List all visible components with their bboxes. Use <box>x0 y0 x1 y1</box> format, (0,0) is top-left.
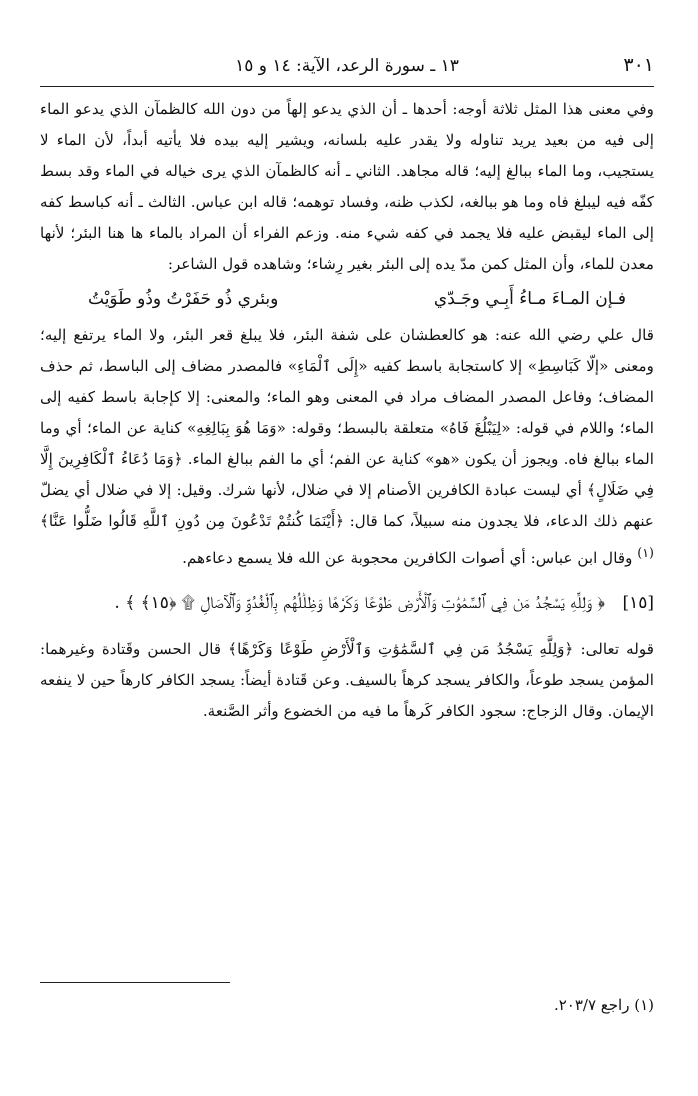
commentary-paragraph: وفي معنى هذا المثل ثلاثة أوجه: أحدها ـ أن الذي يدعو إلهاً من دون الله كالظمآن الذي يدعو الماء إلى فيه من بعيد يريد تناوله ولا يقدر عليه بلسانه، ويشير إليه بيده فلا يأتيه أبداً، لأن الماء لا يستجيب، وما الماء ببالغ إليه؛ قاله مجاهد. الثاني ـ أنه كالظمآن الذي يرى خياله في الماء وقد بسط كفّه فيه ليبلغ فاه وما هو ببالغه، لكذب ظنه، وفساد توهمه؛ قاله ابن عباس. الثالث ـ أنه كباسط كفه إلى الماء ليقبض عليه فلا يجمد في كفه شيء منه. وزعم الفراء أن المراد بالماء ها هنا البئر؛ لأنها معدن للماء، وأن المثل كمن مدّ يده إلى البئر بغير رِشاء؛ وشاهده قول الشاعر: <box>40 100 654 273</box>
commentary-paragraph: قوله تعالى: ﴿وَلِلَّهِ يَسْجُدُ مَن فِي ٱلسَّمَٰوَٰتِ وَٱلْأَرْضِ طَوْعًا وَكَرْهًا﴾ قال الحسن وقَتادة وغيرهما: المؤمن يسجد طوعاً، والكافر يسجد كرهاً بالسيف. وعن قَتادة أيضاً: يسجد الكافر كارهاً حين لا ينفعه الإيمان. وقال الزجاج: سجود الكافر كَرهاً ما فيه من الخضوع وأثر الصَّنعة. <box>39 640 654 721</box>
page-number: ٣٠١ <box>623 54 654 76</box>
verse-text: ﴿ وَلِلَّهِ يَسْجُدُ مَن فِي ٱلسَّمَٰوَٰتِ وَٱلْأَرْضِ طَوْعًا وَكَرْهًا وَظِلَٰلُهُم بِٱلْغُدُوِّ وَٱلْآصَالِ ۩ ﴿١٥﴾ ﴾ . <box>114 593 606 614</box>
commentary-paragraph <box>40 320 654 574</box>
paragraph-text: وقال ابن عباس: أي أصوات الكافرين محجوبة عن الله فلا يسمع دعاءهم. <box>182 549 638 568</box>
quran-verse <box>40 586 654 620</box>
running-title: ١٣ ـ سورة الرعد، الآية: ١٤ و ١٥ <box>235 56 459 76</box>
poem-hemistich-first: فـإن المـاءَ مـاءُ أَبِـي وجَـدّي <box>433 289 626 309</box>
poem-verse <box>40 280 654 320</box>
verse-number: [١٥] <box>622 593 654 614</box>
poem-hemistich-second: وبئري ذُو حَفَرْتُ وذُو طَوَيْتُ <box>88 289 279 309</box>
footnote-reference[interactable]: (١) <box>637 545 654 560</box>
page-header <box>40 50 654 87</box>
page-body <box>40 94 654 727</box>
footnote: (١) راجع ٢٠٣/٧. <box>553 996 654 1014</box>
paragraph-text: قال علي رضي الله عنه: هو كالعطشان على شفة البئر، فلا يبلغ قعر البئر، ولا الماء يرتفع إليه؛ ومعنى «إلّا كَبَاسِطِ» إلا كاستجابة باسط كفيه «إِلَى ٱلْمَاءِ» فالمصدر مضاف إلى الباسط، ثم حذف المضاف؛ وفاعل المصدر المضاف مراد في المعنى وهو الماء؛ والمعنى: إلا كإجابة باسط كفيه إلى الماء؛ واللام في قوله: «لِيَبْلُغَ فَاهُ» متعلقة بالبسط؛ وقوله: «وَمَا هُوَ بِبَالِغِهِ» كناية عن الماء؛ أي وما الماء ببالغ فاه. ويجوز أن يكون «هو» كناية عن الفم؛ أي ما الفم ببالغ الماء. ﴿وَمَا دُعَاءُ ٱلْكَافِرِينَ إِلَّا فِي ضَلَالٍ﴾ أي ليست عبادة الكافرين الأصنام إلا في ضلال، لأنها شرك. وقيل: إلا في ضلال أي يضلّ عنهم ذلك الدعاء، فلا يجدون منه سبيلاً، كما قال: ﴿أَيْنَمَا كُنتُمْ تَدْعُونَ مِن دُونِ ٱللَّهِ قَالُوا ضَلُّوا عَنَّا﴾ <box>40 326 654 530</box>
footnote-divider <box>40 982 230 983</box>
